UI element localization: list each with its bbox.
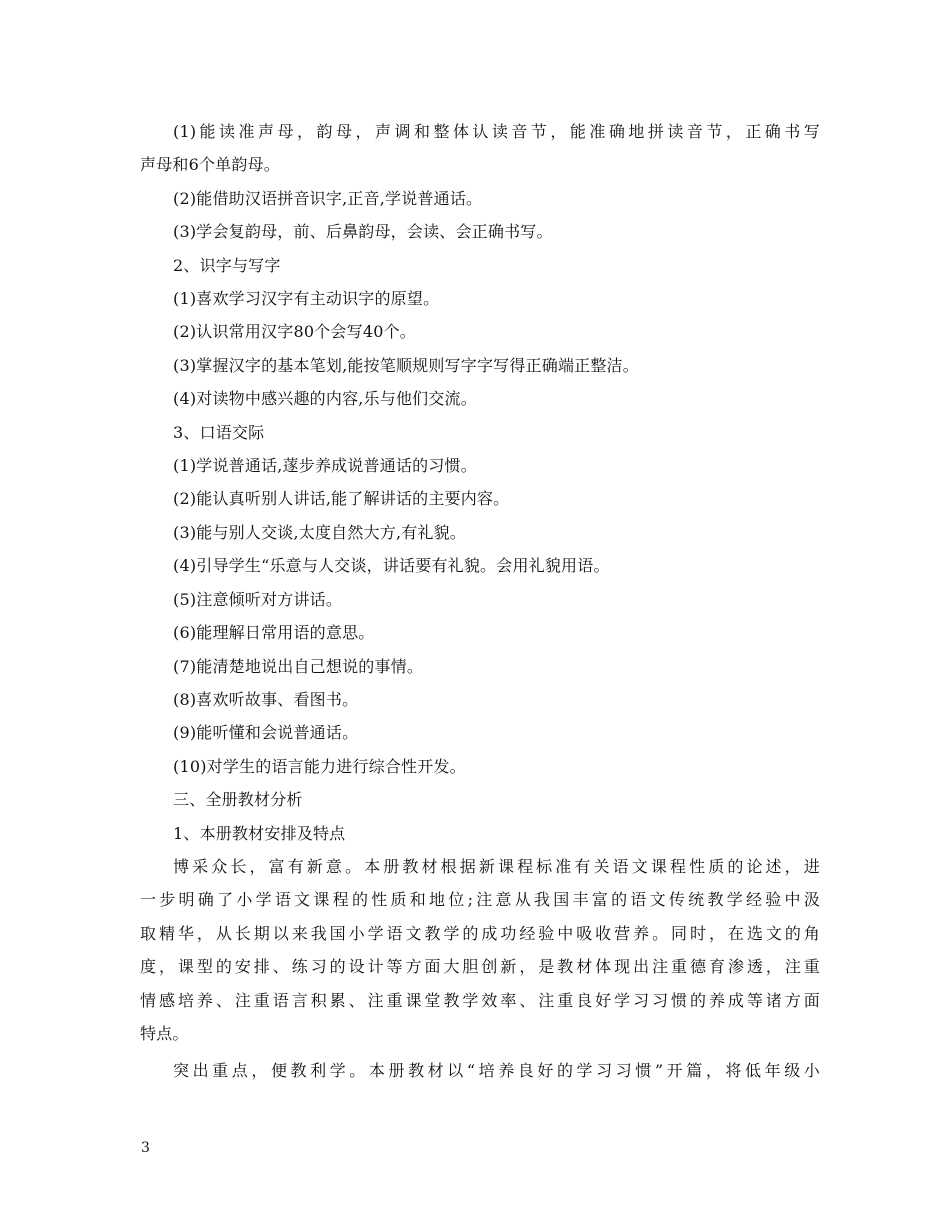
oral-goal-4: (4)引导学生“乐意与人交谈，讲话要有礼貌。会用礼貌用语。 bbox=[173, 556, 610, 576]
oral-goal-5: (5)注意倾听对方讲话。 bbox=[173, 589, 343, 609]
literacy-goal-1: (1)喜欢学习汉字有主动识字的原望。 bbox=[173, 289, 440, 309]
pinyin-goal-2: (2)能借助汉语拼音识字,正音,学说普通话。 bbox=[173, 188, 483, 208]
pinyin-goal-1-line-1: (1)能读准声母，韵母，声调和整体认读音节，能准确地拼读音节，正确书写 bbox=[173, 122, 820, 141]
literacy-goal-3: (3)掌握汉字的基本笔划,能按笔顺规则写字字写得正确端正整洁。 bbox=[173, 355, 639, 375]
oral-goal-3: (3)能与别人交谈,太度自然大方,有礼貌。 bbox=[173, 522, 467, 542]
paragraph-1-line-5: 情感培养、注重语言积累、注重课堂教学效率、注重良好学习习惯的养成等诸方面 bbox=[140, 990, 820, 1010]
oral-goal-1: (1)学说普通话,蓫步养成说普通话的习惯。 bbox=[173, 456, 477, 476]
oral-goal-6: (6)能理解日常用语的意思。 bbox=[173, 623, 375, 643]
paragraph-1-line-1: 博采众长，富有新意。本册教材根据新课程标准有关语文课程性质的论述，进 bbox=[173, 856, 820, 876]
pinyin-goal-3: (3)学会复韵母，前、后鼻韵母，会读、会正确书写。 bbox=[173, 222, 553, 242]
paragraph-2-line-1: 突出重点，便教利学。本册教材以“培养良好的学习习惯”开篇，将低年级小 bbox=[173, 1061, 820, 1081]
document-body bbox=[140, 115, 820, 1088]
pinyin-goal-1-line-2: 声母和6个单韵母。 bbox=[140, 155, 280, 175]
section-heading-literacy-writing: 2、识字与写字 bbox=[173, 255, 281, 275]
major-section-heading-textbook-analysis: 三、全册教材分析 bbox=[173, 790, 303, 810]
literacy-goal-2: (2)认识常用汉字80个会写40个。 bbox=[173, 322, 416, 342]
oral-goal-9: (9)能听懂和会说普通话。 bbox=[173, 723, 359, 743]
paragraph-1-line-2: 一步明确了小学语文课程的性质和地位;注意从我国丰富的语文传统教学经验中汲 bbox=[140, 890, 820, 910]
oral-goal-10: (10)对学生的语言能力进行综合性开发。 bbox=[173, 756, 466, 776]
oral-goal-8: (8)喜欢听故事、看图书。 bbox=[173, 689, 359, 709]
page-number: 3 bbox=[141, 1140, 150, 1156]
paragraph-1-line-6: 特点。 bbox=[140, 1023, 189, 1043]
literacy-goal-4: (4)对读物中感兴趣的内容,乐与他们交流。 bbox=[173, 389, 477, 409]
oral-goal-7: (7)能清楚地说出自己想说的事情。 bbox=[173, 656, 424, 676]
subsection-heading-arrangement-features: 1、本册教材安排及特点 bbox=[173, 823, 346, 843]
paragraph-1-line-3: 取精华，从长期以来我国小学语文教学的成功经验中吸收营养。同时，在选文的角 bbox=[140, 923, 820, 943]
paragraph-1-line-4: 度，课型的安排、练习的设计等方面大胆创新，是教材体现出注重德育渗透，注重 bbox=[140, 957, 820, 977]
section-heading-oral-communication: 3、口语交际 bbox=[173, 422, 265, 442]
oral-goal-2: (2)能认真听别人讲话,能了解讲话的主要内容。 bbox=[173, 489, 510, 509]
